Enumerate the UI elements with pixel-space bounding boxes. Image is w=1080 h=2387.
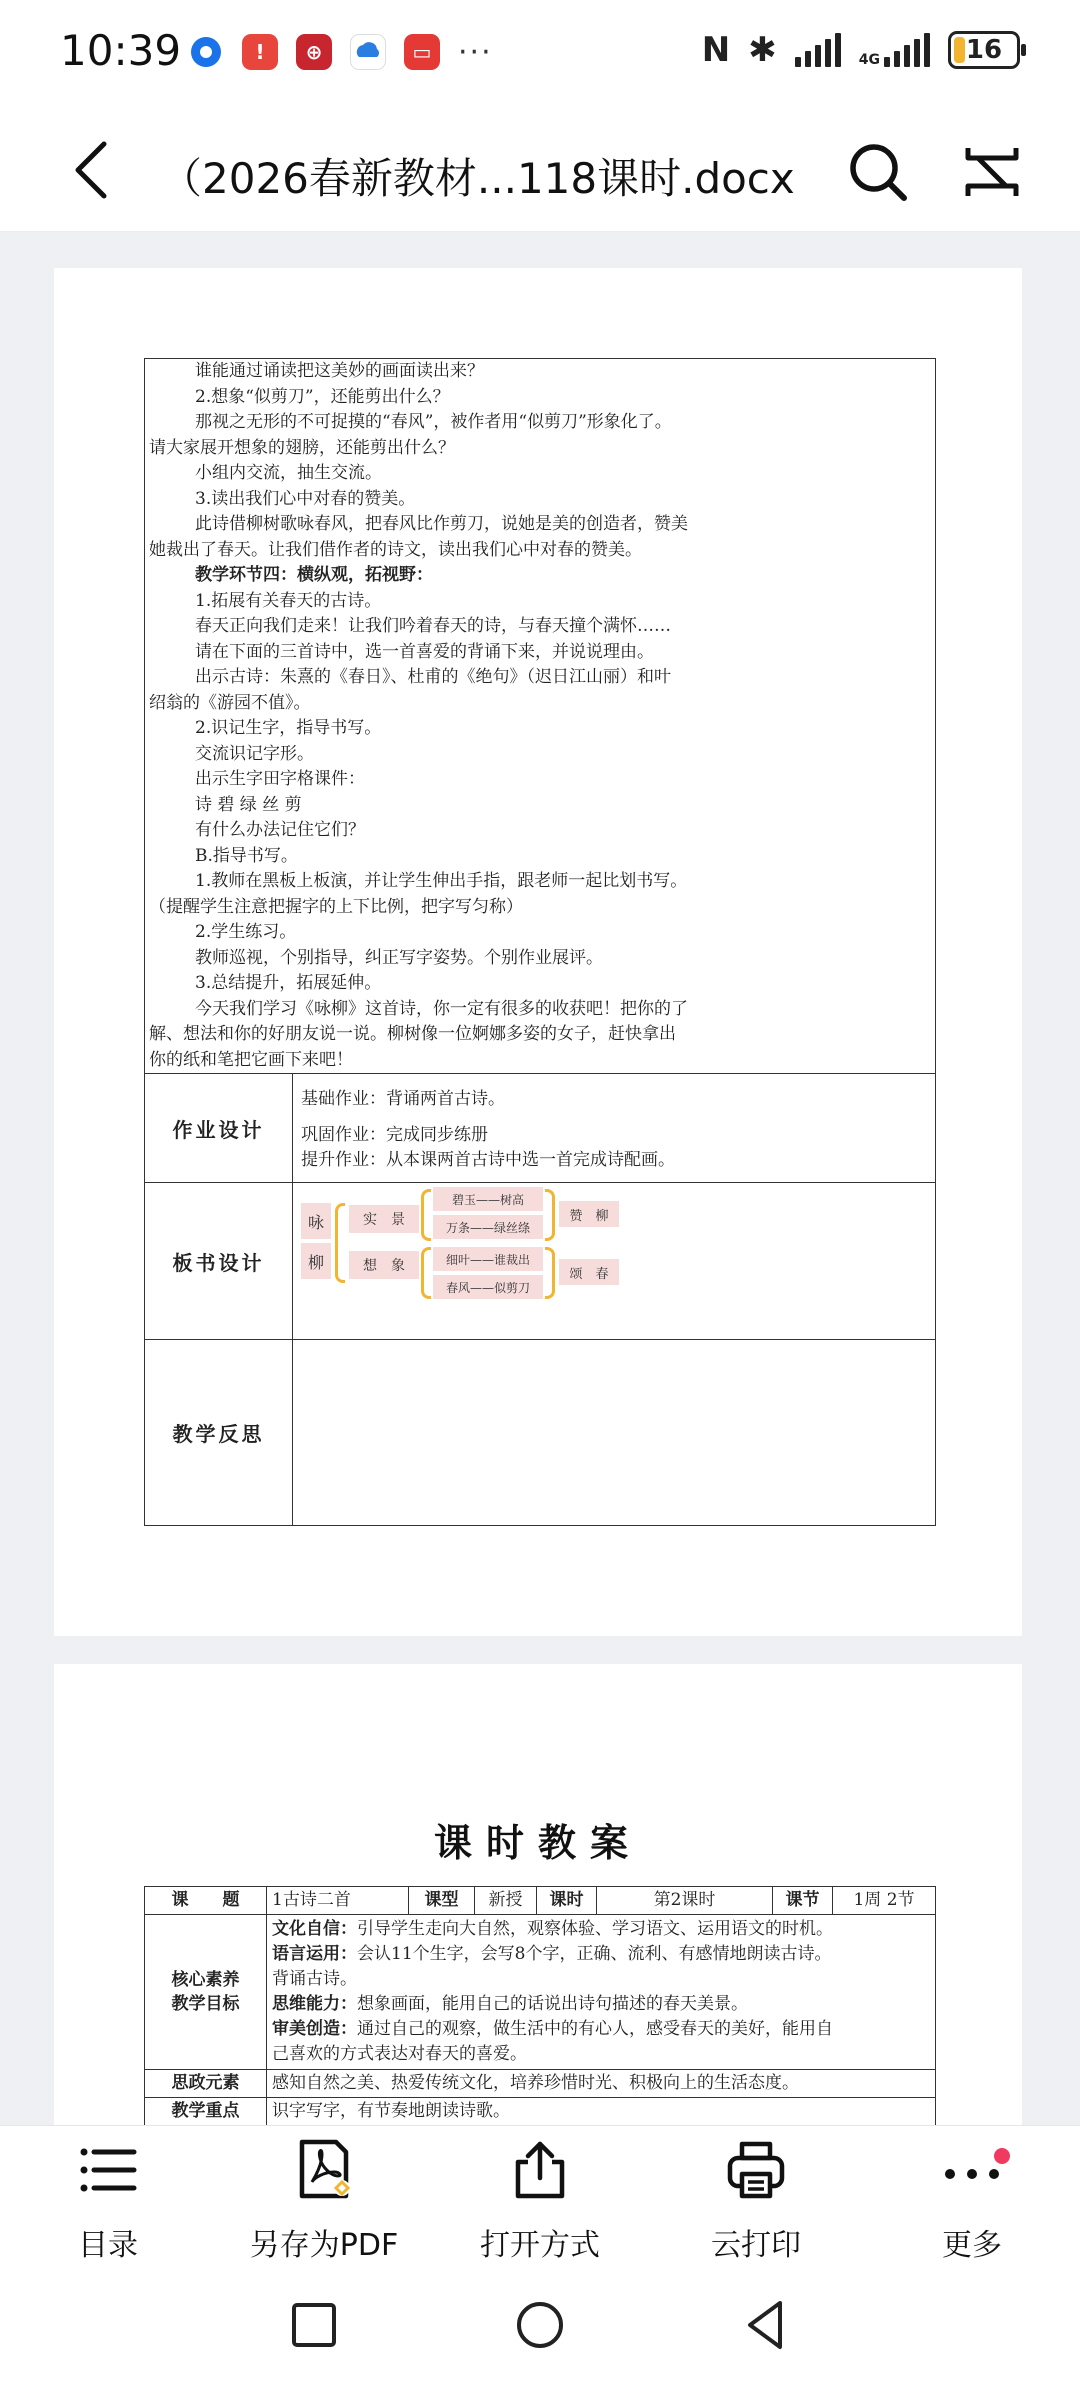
document-title: （2026春新教材...118课时.docx: [160, 154, 795, 203]
fullscreen-button[interactable]: [964, 144, 1020, 200]
lesson-line: B.指导书写。: [195, 845, 298, 866]
lesson-line: 绍翁的《游园不值》。: [149, 692, 311, 713]
toolbar-cloud-print-button[interactable]: [648, 2138, 864, 2264]
notification-icons: [188, 34, 493, 70]
status-time: 10:39: [60, 26, 182, 75]
signal-4g-icon: [859, 33, 930, 67]
lesson-line: 小组内交流，抽生交流。: [195, 463, 382, 483]
homework-cell: [293, 1074, 936, 1183]
recent-apps-button[interactable]: [284, 2295, 344, 2355]
goal-value: 通过自己的观察，做生活中的有心人，感受春天的美好，能用自: [357, 2019, 833, 2039]
lesson-line: 3.读出我们心中对春的赞美。: [195, 488, 416, 509]
cell-value: 1周 2节: [833, 1887, 936, 1915]
board-box: 咏: [301, 1203, 331, 1239]
goal-key: 文化自信：: [272, 1919, 357, 1939]
lesson-text: [149, 359, 764, 1073]
toolbar-more-button[interactable]: [864, 2138, 1080, 2264]
toolbar-open-with-button[interactable]: [432, 2138, 648, 2264]
bottom-toolbar: [0, 2125, 1080, 2265]
network-label: 4G: [858, 52, 880, 68]
goal-line: [272, 1967, 930, 1992]
ideology-value: 感知自然之美、热爱传统文化，培养珍惜时光、积极向上的生活态度。: [267, 2070, 936, 2098]
goal-key: 思维能力：: [272, 1994, 357, 2014]
goal-key: 审美创造：: [272, 2019, 357, 2039]
system-icons: [702, 30, 1020, 70]
lesson-line: 交流识记字形。: [195, 743, 314, 764]
signal-icon: [795, 33, 841, 67]
title-bar: [0, 110, 1080, 232]
lesson-line: 春天正向我们走来！让我们吟着春天的诗，与春天撞个满怀……: [195, 616, 671, 636]
lesson-plan-table: [144, 1886, 936, 2125]
printer-icon: [724, 2138, 788, 2202]
board-box: 细叶——谁裁出: [433, 1247, 543, 1271]
lesson-line: 1.拓展有关春天的古诗。: [195, 590, 382, 611]
goals-cell: [267, 1915, 936, 2070]
alert-app-icon: !: [242, 34, 278, 70]
key-point-label: 教学重点: [145, 2098, 267, 2126]
board-brace: [545, 1247, 555, 1299]
lesson-line: 此诗借柳树歌咏春风，把春风比作剪刀，说她是美的创造者，赞美: [195, 514, 688, 534]
navigation-bar: [0, 2265, 1080, 2387]
cell-value: 第2课时: [597, 1887, 773, 1915]
goal-value: 背诵古诗。: [272, 1969, 357, 1989]
lesson-line: 教学环节四：横纵观，拓视野：: [195, 565, 433, 585]
lesson-line: 解、想法和你的好朋友说一说。柳树像一位婀娜多姿的女子，赶快拿出: [149, 1024, 676, 1044]
search-button[interactable]: [846, 140, 910, 204]
toolbar-label: 目录: [78, 2228, 138, 2263]
document-page: [54, 1664, 1022, 2125]
back-arrow-icon: [62, 138, 122, 202]
lesson-line: 诗 碧 绿 丝 剪: [195, 794, 302, 815]
lesson-line: 出示古诗：朱熹的《春日》、杜甫的《绝句》（迟日江山丽）和叶: [195, 667, 671, 687]
page-title: 课时教案: [433, 1821, 642, 1865]
list-icon: [76, 2138, 140, 2202]
lesson-line: 你的纸和笔把它画下来吧！: [149, 1049, 353, 1070]
reflection-label: 教学反思: [145, 1340, 293, 1526]
board-brace: [545, 1189, 555, 1241]
board-box: 柳: [301, 1243, 331, 1279]
shop-app-icon: ▭: [404, 34, 440, 70]
cell-key: 课型: [409, 1887, 475, 1915]
cell-key: 课 题: [145, 1887, 267, 1915]
board-box: 想 象: [349, 1251, 419, 1279]
triangle-back-icon: [736, 2295, 796, 2355]
key-point-value: 识字写字，有节奏地朗读诗歌。: [267, 2098, 936, 2126]
lesson-line: 谁能通过诵读把这美妙的画面读出来？: [195, 361, 484, 381]
toolbar-save-pdf-button[interactable]: [216, 2138, 432, 2264]
home-button[interactable]: [510, 2295, 570, 2355]
cell-value: 1古诗二首: [267, 1887, 409, 1915]
board-box: 实 景: [349, 1205, 419, 1233]
board-box: 赞 柳: [559, 1201, 619, 1227]
cell-key: 课时: [537, 1887, 597, 1915]
document-viewport[interactable]: [0, 232, 1080, 2125]
lesson-line: （提醒学生注意把握字的上下比例，把字写匀称）: [149, 896, 523, 917]
fullscreen-icon: [964, 144, 1020, 200]
lesson-line: 出示生字田字格课件：: [195, 769, 365, 789]
goal-value: 会认11个生字，会写8个字，正确、流利、有感情地朗读古诗。: [357, 1944, 832, 1964]
board-design-cell: [293, 1183, 936, 1340]
notification-dot: [994, 2148, 1010, 2164]
ideology-label: 思政元素: [145, 2070, 267, 2098]
goal-value: 引导学生走向大自然，观察体验、学习语文、运用语文的时机。: [357, 1919, 833, 1939]
goals-label: 核心素养 教学目标: [145, 1915, 267, 2070]
goal-line: [272, 2017, 930, 2042]
lesson-line: 那视之无形的不可捉摸的“春风”，被作者用“似剪刀”形象化了。: [195, 412, 672, 432]
board-box: 碧玉——树高: [433, 1187, 543, 1211]
goal-line: [272, 2042, 930, 2067]
pdf-icon: [292, 2138, 356, 2202]
lesson-line: 1.教师在黑板上板演，并让学生伸出手指，跟老师一起比划书写。: [195, 871, 688, 891]
board-brace: [421, 1189, 431, 1241]
lesson-line: 2.学生练习。: [195, 922, 297, 942]
goal-value: 己喜欢的方式表达对春天的喜爱。: [272, 2044, 527, 2064]
lesson-line: 教师巡视，个别指导，纠正写字姿势。个别作业展评。: [195, 947, 603, 968]
bluetooth-icon: ✱: [748, 30, 777, 70]
homework-line: 提升作业：从本课两首古诗中选一首完成诗配画。: [301, 1150, 675, 1170]
homework-label: 作业设计: [145, 1074, 293, 1183]
board-brace: [421, 1247, 431, 1299]
goal-value: 想象画面，能用自己的话说出诗句描述的春天美景。: [357, 1994, 748, 2014]
goal-key: 语言运用：: [272, 1944, 357, 1964]
bank-app-icon: ⊕: [296, 34, 332, 70]
lesson-line: 2.识记生字，指导书写。: [195, 718, 382, 738]
toolbar-label: 打开方式: [480, 2228, 600, 2263]
reflection-cell: [293, 1340, 936, 1526]
toolbar-label: 云打印: [711, 2228, 801, 2263]
lesson-line: 3.总结提升，拓展延伸。: [195, 973, 382, 993]
goal-line: [272, 1992, 930, 2017]
board-diagram: [301, 1185, 621, 1315]
search-icon: [846, 140, 910, 204]
messenger-app-icon: [188, 34, 224, 70]
lesson-line: 请大家展开想象的翅膀，还能剪出什么？: [149, 437, 455, 458]
board-box: 万条——绿丝绦: [433, 1215, 543, 1239]
toolbar-label: 另存为PDF: [249, 2228, 399, 2263]
goal-line: [272, 1942, 930, 1967]
lesson-table: [144, 358, 936, 1526]
circle-icon: [510, 2295, 570, 2355]
status-bar: [0, 0, 1080, 110]
back-button[interactable]: [62, 138, 122, 202]
cloud-app-icon: [350, 34, 386, 70]
board-box: 颂 春: [559, 1259, 619, 1285]
battery-icon: [948, 31, 1020, 69]
battery-level: 16: [965, 35, 1003, 65]
lesson-line: 有什么办法记住它们？: [195, 820, 365, 840]
lesson-line: 2.想象“似剪刀”，还能剪出什么？: [195, 386, 450, 407]
lesson-body-cell: [145, 359, 936, 1074]
homework-line: 巩固作业：完成同步练册: [301, 1125, 488, 1145]
board-brace: [335, 1203, 345, 1283]
toolbar-label: 更多: [942, 2228, 1002, 2263]
goal-line: [272, 1917, 930, 1942]
cell-value: 新授: [475, 1887, 537, 1915]
lesson-line: 她裁出了春天。让我们借作者的诗文，读出我们心中对春的赞美。: [149, 539, 642, 560]
homework-line: 基础作业：背诵两首古诗。: [301, 1089, 505, 1109]
toolbar-toc-button[interactable]: [0, 2138, 216, 2264]
share-icon: [508, 2138, 572, 2202]
document-page: [54, 268, 1022, 1636]
board-box: 春风——似剪刀: [433, 1275, 543, 1299]
nfc-icon: N: [701, 30, 731, 70]
board-design-label: 板书设计: [145, 1183, 293, 1340]
lesson-line: 今天我们学习《咏柳》这首诗，你一定有很多的收获吧！把你的了: [195, 998, 688, 1019]
more-icon: [940, 2138, 1004, 2202]
square-icon: [284, 2295, 344, 2355]
more-notifications-icon: ···: [458, 34, 493, 70]
back-nav-button[interactable]: [736, 2295, 796, 2355]
lesson-line: 请在下面的三首诗中，选一首喜爱的背诵下来，并说说理由。: [195, 641, 654, 662]
cell-key: 课节: [773, 1887, 833, 1915]
